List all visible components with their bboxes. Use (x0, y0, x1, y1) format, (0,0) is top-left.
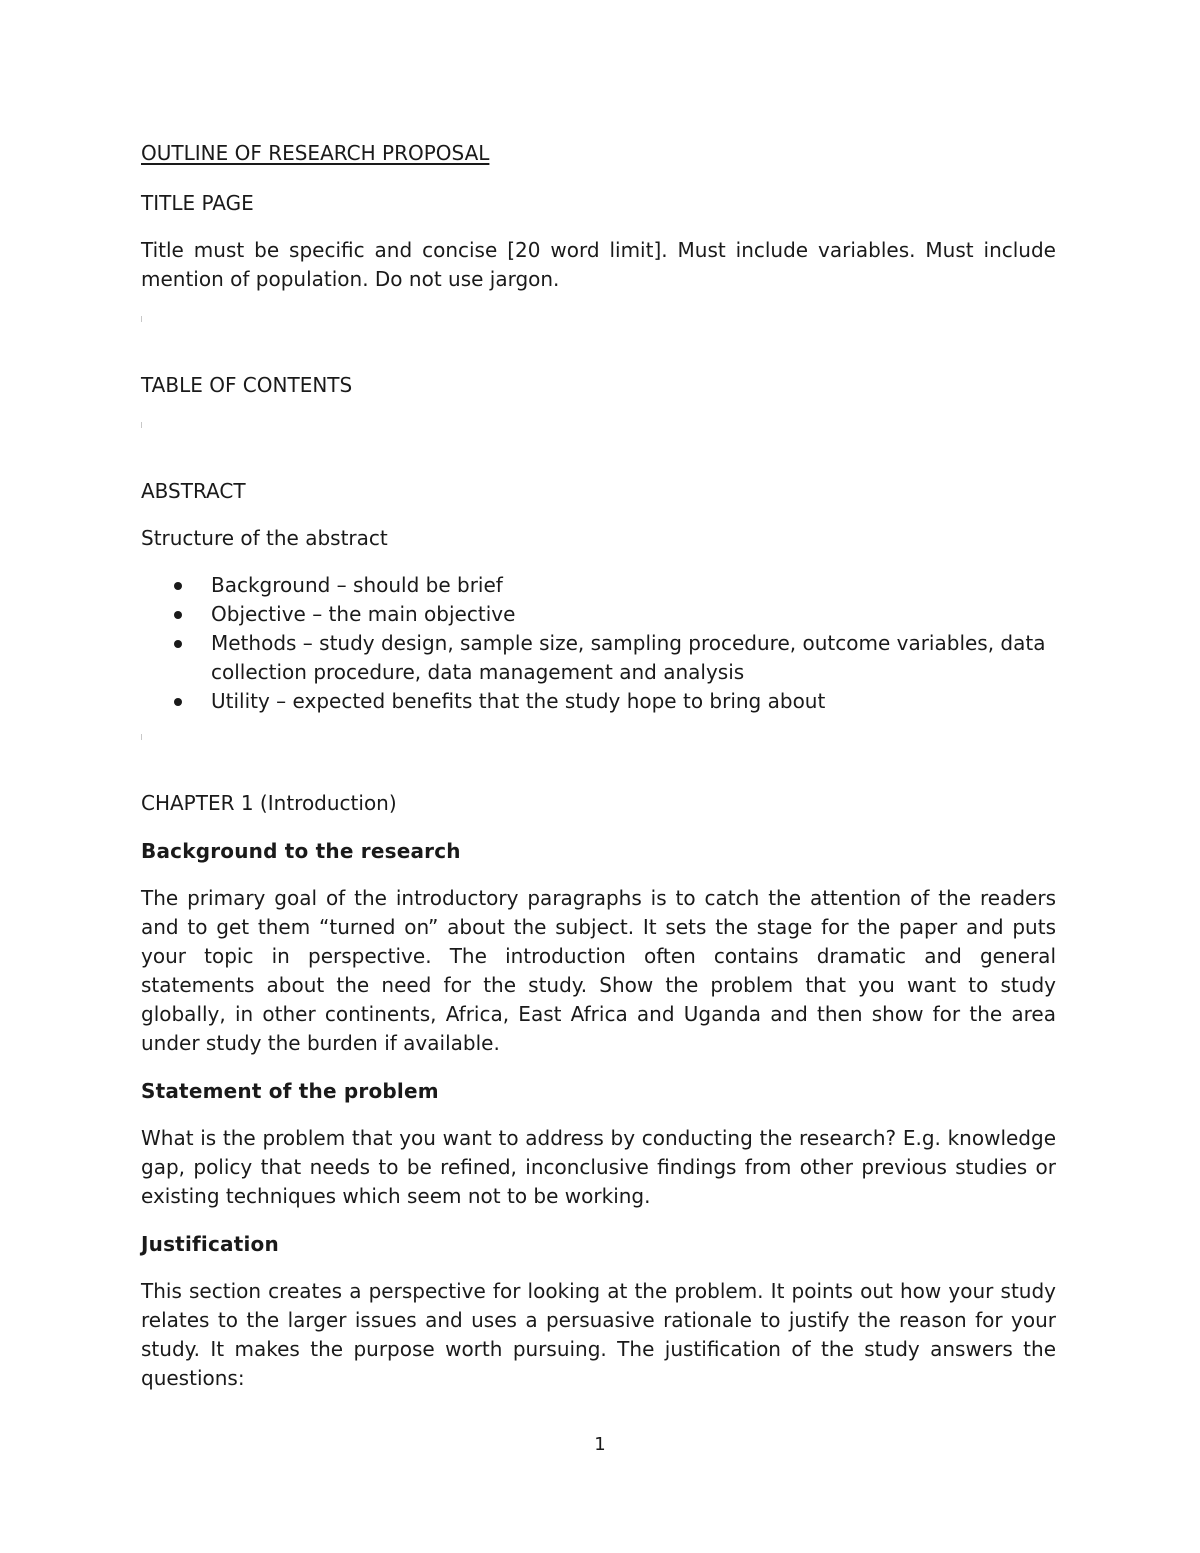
abstract-intro: Structure of the abstract (141, 526, 388, 550)
toc-heading: TABLE OF CONTENTS (141, 373, 353, 397)
problem-heading: Statement of the problem (141, 1079, 439, 1103)
abstract-structure-list (141, 571, 1056, 716)
bullet-icon (174, 611, 182, 619)
bullet-icon (174, 582, 182, 590)
justification-text: This section creates a perspective for looking at the problem. It points out how your study relates to the larger issues and uses a persuasive rationale to justify the reason for your study. It makes the purpose worth pursuing. The justification of the study answers the questions: (141, 1279, 1056, 1390)
problem-text: What is the problem that you want to address by conducting the research? E.g. knowledge gap, policy that needs to be refined, inconclusive findings from other previous studies or existing techniques which seem not to be working. (141, 1126, 1056, 1208)
chapter-1-heading: CHAPTER 1 (Introduction) (141, 791, 397, 815)
document-page (141, 138, 1056, 1411)
list-item: Background – should be brief (141, 571, 1056, 600)
background-heading: Background to the research (141, 839, 461, 863)
background-text: The primary goal of the introductory paragraphs is to catch the attention of the readers and to get them “turned on” about the subject. It sets the stage for the paper and puts your topic in perspective. The introduction often contains dramatic and general statements about the need for the study. Show the problem that you want to study globally, in other continents, Africa, East Africa and Uganda and then show for the area under study the burden if available. (141, 886, 1056, 1055)
list-item: Methods – study design, sample size, sampling procedure, outcome variables, data collection procedure, data management and analysis (141, 629, 1056, 687)
paragraph-mark (141, 730, 1056, 750)
paragraph-mark (141, 418, 1056, 438)
bullet-icon (174, 640, 182, 648)
abstract-heading: ABSTRACT (141, 479, 246, 503)
title-page-heading: TITLE PAGE (141, 191, 254, 215)
paragraph-mark (141, 312, 1056, 332)
page-number: 1 (594, 1434, 606, 1455)
title-page-text: Title must be specific and concise [20 word limit]. Must include variables. Must include mention of population. Do not use jargon. (141, 238, 1056, 291)
list-item: Utility – expected benefits that the study hope to bring about (141, 687, 1056, 716)
justification-heading: Justification (141, 1232, 279, 1256)
bullet-icon (174, 698, 182, 706)
list-item: Objective – the main objective (141, 600, 1056, 629)
document-title: OUTLINE OF RESEARCH PROPOSAL (141, 141, 490, 165)
